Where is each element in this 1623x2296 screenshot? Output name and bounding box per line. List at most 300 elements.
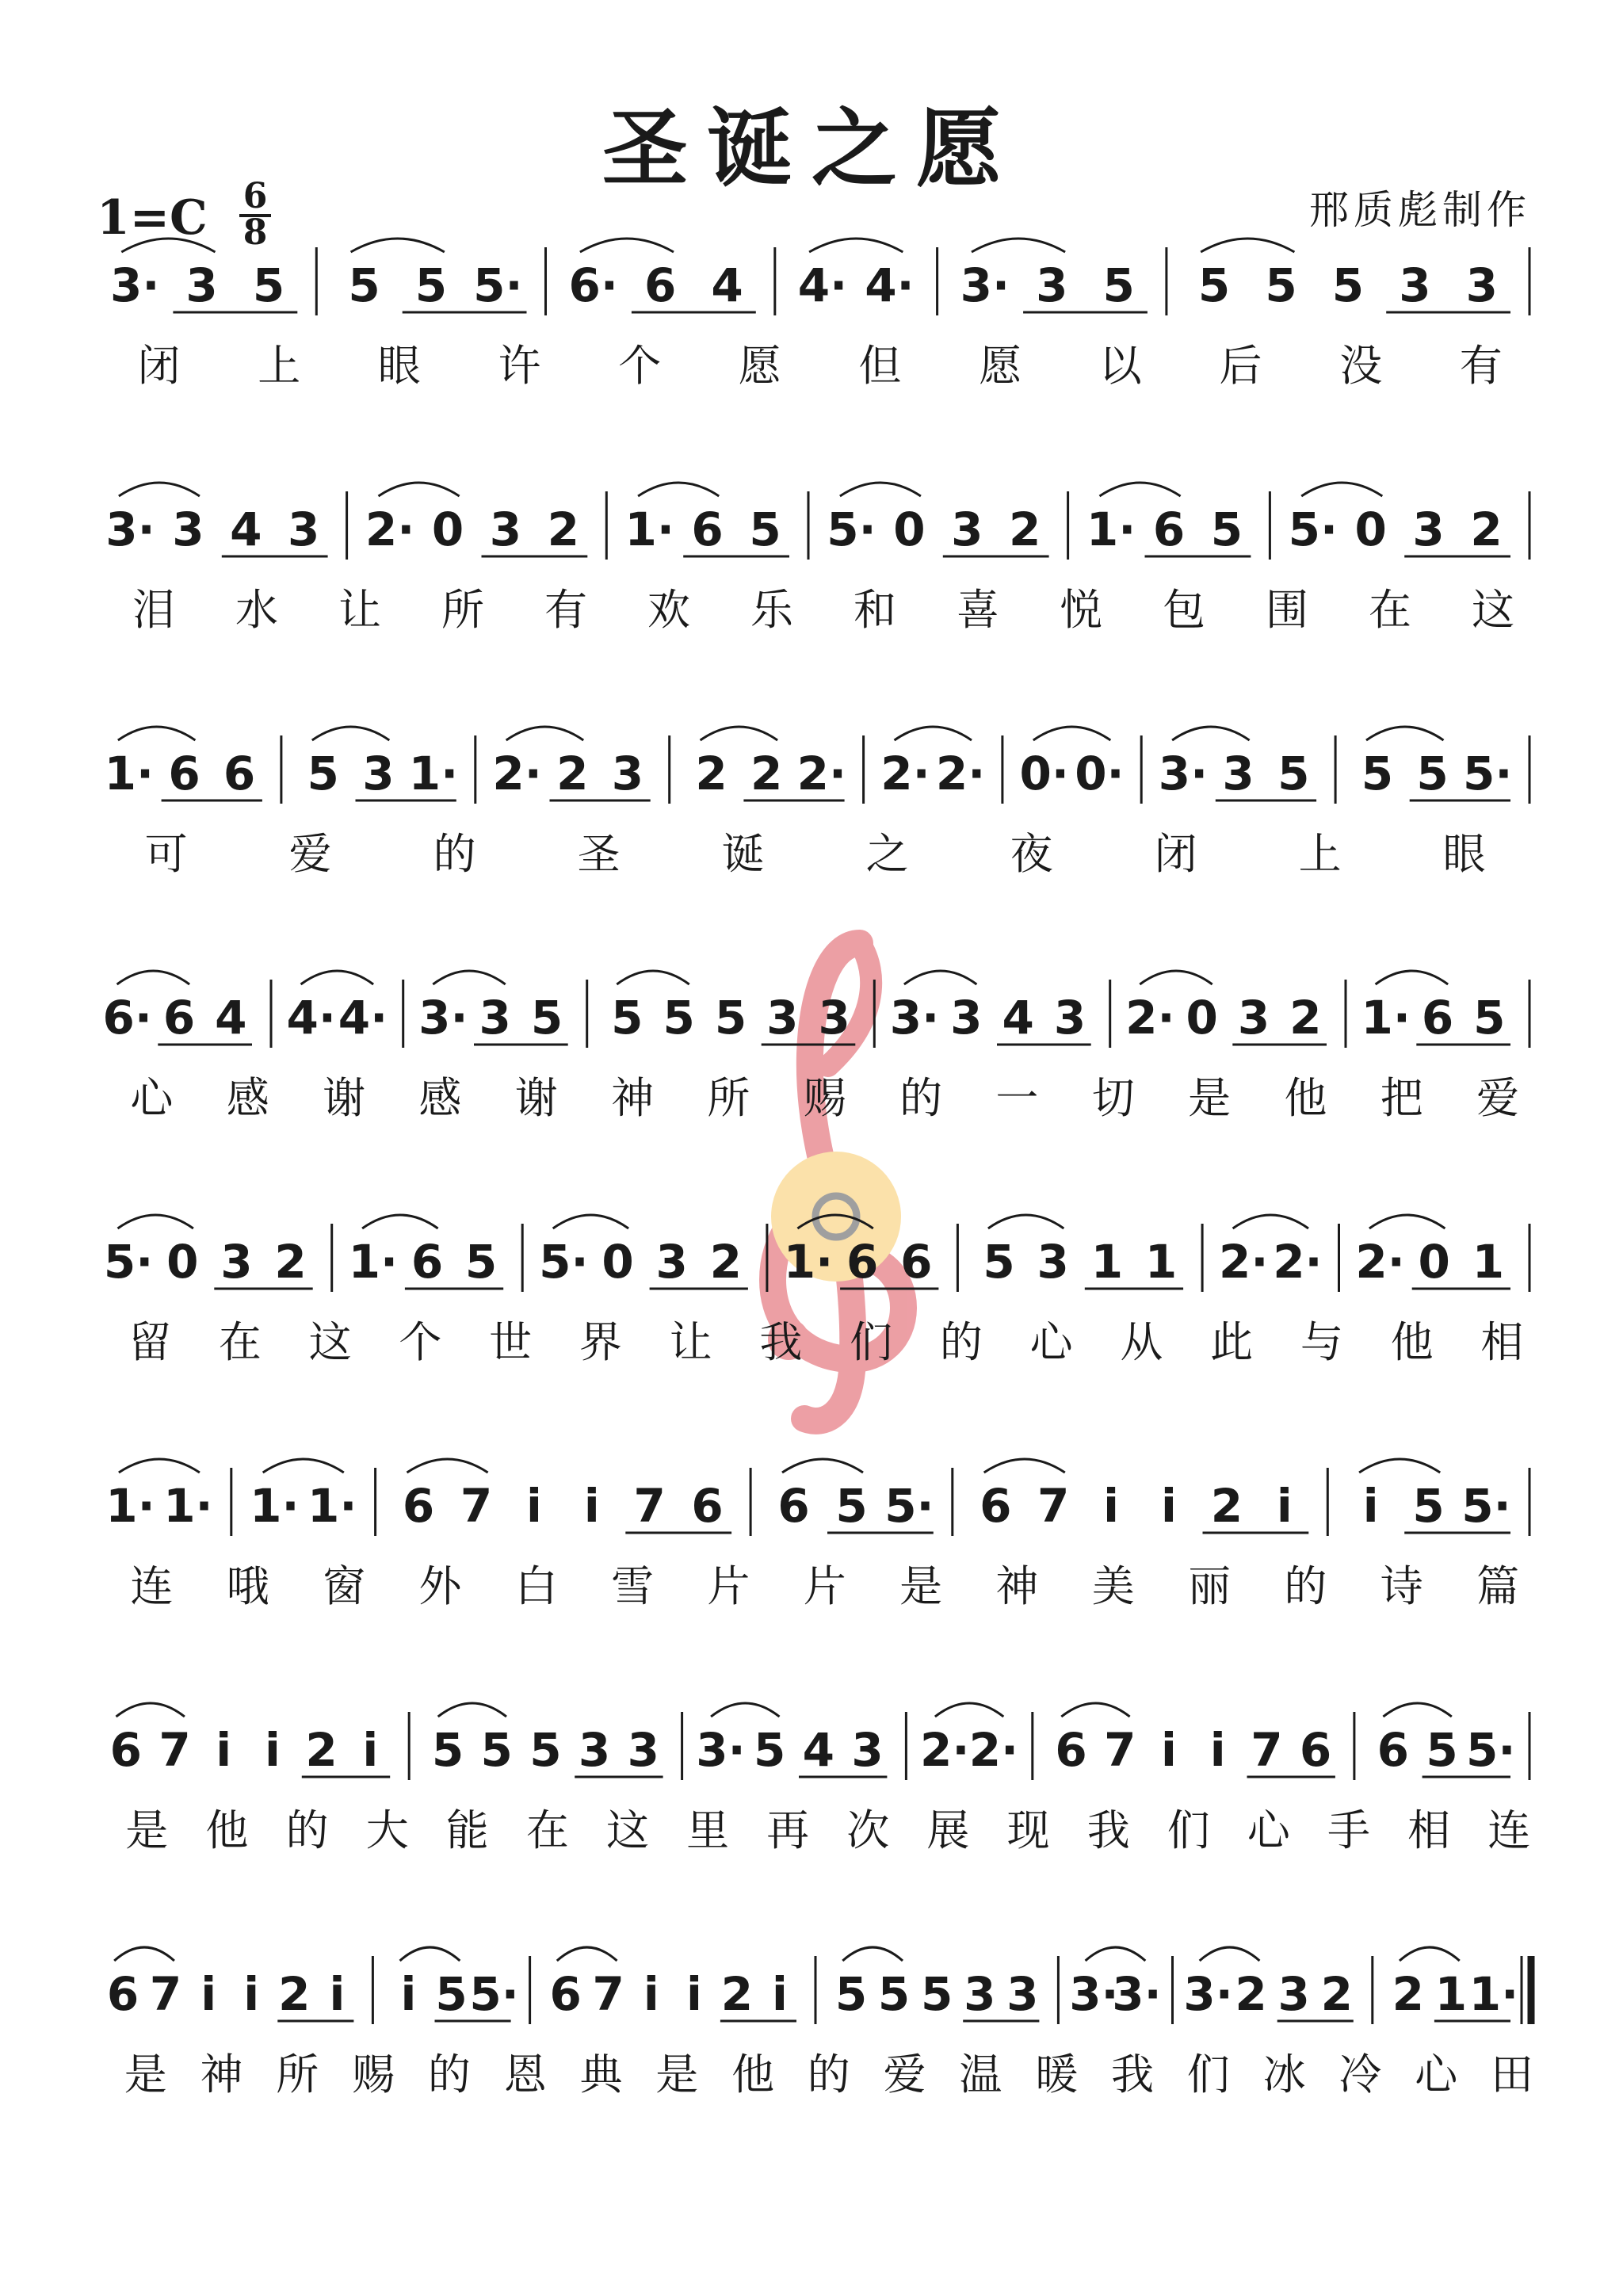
lyric-syllable: 这	[606, 1805, 649, 1855]
lyric-syllable: 一	[995, 1073, 1039, 1123]
note: 7	[1251, 1723, 1283, 1777]
note: 5	[431, 1723, 464, 1777]
slur	[972, 239, 1065, 252]
lyric-syllable: 的	[427, 2050, 471, 2099]
measure	[880, 727, 985, 800]
lyric-syllable: 所	[276, 2050, 319, 2099]
measure	[625, 483, 789, 556]
note: 3·	[889, 991, 940, 1045]
note: 1·	[163, 1479, 213, 1533]
slur	[904, 971, 977, 984]
note: 4	[1002, 991, 1034, 1045]
note: 5·	[1463, 747, 1513, 800]
note: 5	[1473, 991, 1506, 1045]
note: 5	[348, 258, 380, 312]
note: 2·	[1125, 991, 1175, 1045]
lyric-syllable: 所	[441, 585, 484, 635]
lyric-syllable: 心	[1029, 1317, 1073, 1367]
note: 6	[846, 1235, 879, 1289]
note: 2	[278, 1967, 311, 2021]
note: 7	[158, 1723, 191, 1777]
measure	[1355, 1215, 1510, 1289]
lyric-syllable: 个	[399, 1317, 442, 1367]
note: 6	[1299, 1723, 1332, 1777]
note: 5	[307, 747, 339, 800]
note: 3·	[1158, 747, 1209, 800]
lyric-syllable: 们	[1167, 1805, 1210, 1855]
lyric-syllable: 喜	[957, 585, 999, 635]
note: 1	[1434, 1967, 1468, 2021]
slur	[1369, 1215, 1445, 1228]
lyric-syllable: 赐	[803, 1073, 846, 1123]
lyric-syllable: 这	[308, 1317, 352, 1367]
slur	[1086, 1947, 1146, 1961]
note: 6·	[102, 991, 152, 1045]
lyric-syllable: 之	[865, 829, 909, 879]
lyric-syllable: 眼	[377, 341, 421, 391]
measure	[696, 1703, 887, 1777]
slur	[1200, 1947, 1260, 1961]
lyric-syllable: 愿	[738, 341, 781, 391]
measure	[103, 971, 252, 1045]
lyric-syllable: 诗	[1380, 1561, 1423, 1611]
note: 2·	[492, 747, 542, 800]
note: 3	[1465, 258, 1498, 312]
note: 6	[1055, 1723, 1087, 1777]
note: 0	[431, 502, 464, 556]
note: 5·	[469, 1967, 519, 2021]
note: 3	[950, 991, 983, 1045]
note: 6	[168, 747, 200, 800]
lyric-syllable: 再	[766, 1805, 810, 1855]
note: i	[525, 1479, 542, 1533]
lyric-syllable: 暖	[1035, 2050, 1079, 2099]
note: 6	[402, 1479, 435, 1533]
note: 0·	[1019, 747, 1069, 800]
lyric-syllable: 他	[205, 1805, 249, 1855]
note: 3	[951, 502, 983, 556]
measure	[550, 1947, 796, 2021]
slur	[506, 727, 584, 740]
note: 4·	[865, 258, 915, 312]
lyric-syllable: 切	[1091, 1073, 1135, 1123]
measure	[1086, 483, 1251, 556]
song-title: 圣诞之愿	[601, 99, 1022, 199]
lyric-syllable: 在	[525, 1805, 569, 1855]
note: i	[329, 1967, 346, 2021]
lyric-syllable: 心	[130, 1073, 174, 1123]
note: 5	[1197, 258, 1231, 312]
time-signature-top: 6	[242, 176, 268, 216]
slur	[1140, 971, 1212, 984]
slur	[1061, 1703, 1129, 1717]
measure	[492, 727, 650, 800]
slur	[988, 1215, 1064, 1228]
measure	[983, 1215, 1183, 1289]
note: 1·	[624, 502, 674, 556]
lyric-syllable: 圣	[577, 829, 621, 879]
lyric-syllable: 的	[285, 1805, 329, 1855]
slur	[438, 1703, 506, 1717]
note: 3	[1237, 991, 1270, 1045]
slur	[840, 483, 921, 496]
measure	[1359, 1459, 1511, 1533]
note: 3	[1277, 1967, 1310, 2021]
slur	[263, 1459, 344, 1473]
note: 6	[106, 1967, 139, 2021]
lyric-syllable: 他	[1390, 1317, 1434, 1367]
note: 2·	[920, 1723, 970, 1777]
measure	[250, 1459, 357, 1533]
lyric-syllable: 这	[1472, 585, 1514, 635]
note: 3·	[1112, 1967, 1162, 2021]
note: 3·	[110, 258, 160, 312]
lyric-syllable: 片	[803, 1561, 846, 1611]
note: 5	[252, 258, 285, 312]
note: i	[1103, 1479, 1120, 1533]
slur	[842, 1947, 903, 1961]
lyric-syllable: 爱	[883, 2050, 926, 2099]
slur	[400, 1947, 460, 1961]
measure	[960, 239, 1148, 312]
lyric-syllable: 世	[489, 1317, 533, 1367]
note: i	[1161, 1479, 1177, 1533]
note: 1·	[250, 1479, 300, 1533]
lyric-syllable: 欢	[647, 585, 690, 635]
note: 1	[1472, 1235, 1505, 1289]
score-system	[110, 1703, 1531, 1855]
note: 5	[1265, 258, 1297, 312]
note: 3·	[105, 502, 155, 556]
slur	[935, 1703, 1003, 1717]
lyric-line	[125, 1805, 1530, 1855]
note: i	[200, 1967, 217, 2021]
lyric-syllable: 雪	[611, 1561, 655, 1611]
note: 5·	[103, 1235, 154, 1289]
measure	[798, 239, 915, 312]
measure	[349, 1215, 504, 1289]
slur	[119, 483, 200, 496]
note: 2	[709, 1235, 742, 1289]
slur	[407, 1459, 488, 1473]
note: 0	[1418, 1235, 1450, 1289]
note: 3	[818, 991, 850, 1045]
note: 3	[578, 1723, 611, 1777]
note: 6	[1152, 502, 1186, 556]
measure	[107, 1947, 354, 2021]
slur	[301, 971, 374, 984]
lyric-syllable: 闭	[137, 341, 181, 391]
lyric-syllable: 心	[1415, 2050, 1458, 2099]
measure	[1198, 239, 1510, 312]
measure	[827, 483, 1048, 556]
lyric-syllable: 谢	[514, 1073, 558, 1123]
slur	[1100, 483, 1181, 496]
note: 5·	[884, 1479, 934, 1533]
lyric-line	[130, 1073, 1519, 1123]
note: 4	[230, 502, 262, 556]
note: 5	[835, 1479, 868, 1533]
lyric-syllable: 的	[807, 2050, 850, 2099]
lyric-syllable: 诞	[721, 829, 765, 879]
note: 5·	[539, 1235, 589, 1289]
measure	[432, 1703, 663, 1777]
measure	[307, 727, 459, 800]
lyric-syllable: 后	[1219, 341, 1262, 391]
lyric-syllable: 上	[258, 341, 301, 391]
score-system	[105, 727, 1529, 879]
note: 5	[611, 991, 643, 1045]
measure	[365, 483, 587, 556]
lyric-syllable: 相	[1480, 1317, 1524, 1367]
note: 2·	[365, 502, 415, 556]
lyric-syllable: 从	[1120, 1317, 1163, 1367]
lyric-syllable: 我	[1086, 1805, 1130, 1855]
note: i	[685, 1967, 702, 2021]
lyric-syllable: 现	[1006, 1805, 1050, 1855]
note: 1·	[105, 1479, 155, 1533]
note: 5·	[1461, 1479, 1511, 1533]
note: 2	[1210, 1479, 1243, 1533]
lyric-syllable: 有	[1459, 341, 1503, 391]
note: 5	[435, 1967, 468, 2021]
note: 3	[220, 1235, 253, 1289]
lyric-syllable: 是	[655, 2050, 699, 2099]
note: 6	[223, 747, 256, 800]
note: 1·	[1361, 991, 1411, 1045]
slur	[782, 1459, 863, 1473]
measure	[105, 1459, 212, 1533]
note: 3	[1053, 991, 1086, 1045]
note: 5	[877, 1967, 911, 2021]
note: 2	[1392, 1967, 1424, 2021]
lyric-syllable: 他	[1284, 1073, 1327, 1123]
lyric-syllable: 赐	[352, 2050, 395, 2099]
lyric-syllable: 此	[1210, 1317, 1254, 1367]
lyric-syllable: 谢	[323, 1073, 366, 1123]
note: 3	[489, 502, 522, 556]
note: 5·	[827, 502, 876, 556]
measure	[1219, 1215, 1323, 1289]
slur	[1383, 1703, 1451, 1717]
note: 3	[1412, 502, 1445, 556]
lyric-syllable: 神	[611, 1073, 655, 1123]
score-system	[110, 239, 1529, 391]
slur	[117, 971, 190, 984]
measure	[777, 1459, 934, 1533]
slur	[116, 1703, 185, 1717]
note: 2	[695, 747, 727, 800]
lyric-syllable: 的	[433, 829, 476, 879]
slur	[114, 1947, 174, 1961]
note: 6	[411, 1235, 444, 1289]
note: 6	[900, 1235, 933, 1289]
lyric-syllable: 有	[544, 585, 587, 635]
note: 2·	[935, 747, 986, 800]
measure	[569, 239, 756, 312]
measure	[287, 971, 388, 1045]
note: 1·	[1468, 1967, 1519, 2021]
note: i	[1161, 1723, 1177, 1777]
lyric-line	[132, 585, 1514, 635]
lyric-syllable: 片	[707, 1561, 750, 1611]
note: 1·	[1086, 502, 1136, 556]
measure	[1289, 483, 1510, 556]
lyric-syllable: 让	[669, 1317, 712, 1367]
note: 3·	[1069, 1967, 1119, 2021]
slur	[1359, 1459, 1440, 1473]
note: 5·	[1466, 1723, 1516, 1777]
lyric-syllable: 爱	[1476, 1073, 1520, 1123]
note: 6	[1421, 991, 1454, 1045]
note: 5	[983, 1235, 1015, 1289]
note: 5	[1277, 747, 1310, 800]
note: 1	[1090, 1235, 1124, 1289]
note: i	[264, 1723, 281, 1777]
note: 5	[529, 1723, 562, 1777]
note: 4·	[797, 258, 848, 312]
measure	[1055, 1703, 1335, 1777]
slur	[984, 1459, 1065, 1473]
note: 5	[1331, 258, 1365, 312]
note: 5	[663, 991, 695, 1045]
note: 3	[1036, 258, 1068, 312]
lyric-syllable: 大	[365, 1805, 409, 1855]
note: 5	[1102, 258, 1135, 312]
note: 5·	[1288, 502, 1338, 556]
note: 6	[109, 1723, 142, 1777]
note: 6	[644, 258, 677, 312]
slur	[312, 727, 390, 740]
note: 0	[1354, 502, 1387, 556]
lyric-syllable: 能	[445, 1805, 489, 1855]
note: i	[400, 1967, 417, 2021]
lyric-syllable: 冰	[1262, 2050, 1306, 2099]
note: i	[583, 1479, 600, 1533]
note: 2·	[880, 747, 930, 800]
note: 4·	[338, 991, 388, 1045]
lyric-syllable: 哦	[226, 1561, 269, 1611]
lyric-syllable: 悦	[1060, 585, 1102, 635]
note: 1·	[307, 1479, 357, 1533]
note: 7	[592, 1967, 624, 2021]
note: 6	[980, 1479, 1012, 1533]
measure	[1183, 1947, 1353, 2021]
note: 5·	[473, 258, 523, 312]
slur	[553, 1215, 628, 1228]
lyric-syllable: 与	[1300, 1317, 1343, 1367]
note: i	[362, 1723, 379, 1777]
note: 2·	[1219, 1235, 1269, 1289]
note: 5	[1416, 747, 1449, 800]
note: 3	[627, 1723, 659, 1777]
slur	[711, 1703, 779, 1717]
note: 2	[1235, 1967, 1267, 2021]
measure	[980, 1459, 1308, 1533]
note: 2	[1470, 502, 1503, 556]
lyric-syllable: 里	[686, 1805, 730, 1855]
note: 5	[1210, 502, 1243, 556]
lyric-syllable: 是	[125, 1805, 169, 1855]
note: 3·	[1183, 1967, 1233, 2021]
note: 7	[149, 1967, 182, 2021]
lyric-syllable: 温	[959, 2050, 1002, 2099]
note: 1·	[104, 747, 154, 800]
note: 3	[1222, 747, 1254, 800]
note: 5	[1361, 747, 1394, 800]
time-signature-bottom: 8	[242, 212, 268, 253]
slur	[638, 483, 719, 496]
lyric-syllable: 心	[1247, 1805, 1290, 1855]
note: 3	[288, 502, 320, 556]
lyric-syllable: 把	[1380, 1073, 1423, 1123]
note: 5	[754, 1723, 786, 1777]
key-signature: 1=C	[97, 190, 208, 246]
lyric-syllable: 篇	[1476, 1561, 1520, 1611]
note: 6	[777, 1479, 810, 1533]
note: 7	[460, 1479, 493, 1533]
slur	[1400, 1947, 1460, 1961]
note: 2	[305, 1723, 338, 1777]
note: 3·	[696, 1723, 746, 1777]
note: 2	[556, 747, 589, 800]
slur	[362, 1215, 437, 1228]
lyric-syllable: 夜	[1010, 829, 1053, 879]
measure	[1125, 971, 1327, 1045]
lyric-line	[145, 829, 1486, 879]
lyric-syllable: 包	[1163, 585, 1205, 635]
note: 3	[172, 502, 204, 556]
slur	[1033, 727, 1111, 740]
lyric-syllable: 窗	[323, 1561, 366, 1611]
lyric-syllable: 是	[899, 1561, 943, 1611]
slur	[557, 1947, 617, 1961]
note: 5	[480, 1723, 513, 1777]
lyric-syllable: 围	[1266, 585, 1308, 635]
note: 6	[162, 991, 196, 1045]
lyric-syllable: 田	[1490, 2050, 1533, 2099]
lyric-syllable: 乐	[750, 585, 793, 635]
lyric-syllable: 连	[130, 1561, 174, 1611]
note: 1	[1144, 1235, 1178, 1289]
lyric-syllable: 白	[514, 1561, 558, 1611]
slur	[1201, 239, 1294, 252]
lyric-syllable: 爱	[288, 829, 332, 879]
note: 5	[464, 1235, 498, 1289]
note: 6	[549, 1967, 582, 2021]
lyric-syllable: 的	[939, 1317, 983, 1367]
note: 5	[530, 991, 563, 1045]
lyric-syllable: 感	[226, 1073, 269, 1123]
note: 3	[479, 991, 511, 1045]
measure	[403, 1459, 731, 1533]
lyric-syllable: 愿	[979, 341, 1022, 391]
note: 7	[633, 1479, 666, 1533]
slur	[1301, 483, 1382, 496]
note: 0	[893, 502, 926, 556]
measure	[835, 1947, 1039, 2021]
note: 3	[611, 747, 644, 800]
note: 2·	[968, 1723, 1019, 1777]
lyric-syllable: 们	[850, 1317, 893, 1367]
measure	[110, 1703, 391, 1777]
measure	[348, 239, 526, 312]
note: i	[643, 1967, 659, 2021]
note: 1·	[408, 747, 459, 800]
note: i	[216, 1723, 232, 1777]
note: 1·	[348, 1235, 398, 1289]
note: 3	[1399, 258, 1431, 312]
